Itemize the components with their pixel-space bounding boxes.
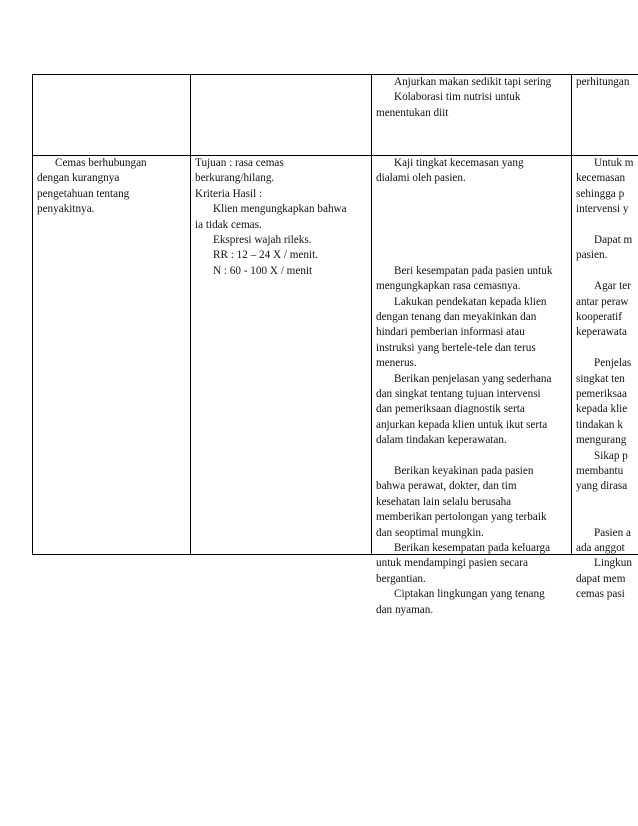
text-line: kepada klie xyxy=(576,403,628,416)
text-line: Beri kesempatan pada pasien untuk xyxy=(394,264,553,277)
nursing-care-table xyxy=(32,74,638,616)
text-line: mengurang xyxy=(576,434,627,447)
text-line: Untuk m xyxy=(594,157,634,169)
goal-criteria-cell xyxy=(195,156,375,279)
table-row-1 xyxy=(32,74,638,156)
text-line: membantu xyxy=(576,465,624,478)
text-line: pengetahuan tentang xyxy=(37,187,130,200)
text-line: Lakukan pendekatan kepada klien xyxy=(394,295,547,308)
column-divider xyxy=(571,156,572,554)
text-line: Ekspresi wajah rileks. xyxy=(213,234,312,247)
text-line: ia tidak cemas. xyxy=(195,218,262,231)
text-line: dialami oleh pasien. xyxy=(376,172,466,185)
column-divider xyxy=(371,75,372,155)
text-line: antar peraw xyxy=(576,295,629,308)
text-line: bahwa perawat, dokter, dan tim xyxy=(376,480,517,493)
text-line: menerus. xyxy=(376,357,417,370)
text-line: penyakitnya. xyxy=(37,203,95,216)
text-line: pasien. xyxy=(576,249,608,262)
diagnosis-cell xyxy=(37,156,187,218)
text-line: dan pemeriksaan diagnostik serta xyxy=(376,403,525,416)
text-line: kecemasan xyxy=(576,172,626,185)
text-line: Klien mengungkapkan bahwa xyxy=(213,203,347,216)
text-line: mengungkapkan rasa cemasnya. xyxy=(376,280,521,293)
text-line: hindari pemberian informasi atau xyxy=(376,326,525,339)
table-row-2 xyxy=(32,156,638,616)
text-line: sehingga p xyxy=(576,187,625,200)
text-line: dan seoptimal mungkin. xyxy=(376,526,484,539)
text-line: Kaji tingkat kecemasan yang xyxy=(394,157,524,169)
text-line: dengan tenang dan meyakinkan dan xyxy=(376,310,537,323)
text-line: Dapat m xyxy=(594,234,633,247)
text-line: pemeriksaa xyxy=(576,388,627,401)
text-line: cemas pasi xyxy=(576,588,625,601)
text-line: Berikan kesempatan pada keluarga xyxy=(394,542,551,555)
column-divider xyxy=(190,75,191,155)
text-line: Tujuan : rasa cemas xyxy=(195,157,284,169)
text-line: Agar ter xyxy=(594,280,631,293)
text-line: dengan kurangnya xyxy=(37,172,120,185)
text-line: intervensi y xyxy=(576,203,629,216)
text-line: Kriteria Hasil : xyxy=(195,187,263,200)
text-line: keperawata xyxy=(576,326,627,339)
text-line: dalam tindakan keperawatan. xyxy=(376,434,507,447)
text-line: dapat mem xyxy=(576,572,626,585)
text-line: Lingkun xyxy=(594,557,632,570)
text-line: memberikan pertolongan yang terbaik xyxy=(376,511,547,524)
text-line: bergantian. xyxy=(376,572,426,585)
row1-rationale-cell xyxy=(576,75,638,90)
text-line: yang dirasa xyxy=(576,480,628,493)
text-line: Penjelas xyxy=(594,357,632,370)
text-line: dan nyaman. xyxy=(376,603,434,616)
text-line: Sikap p xyxy=(594,449,628,462)
row1-intervention-cell xyxy=(376,75,568,121)
text-line: kooperatif xyxy=(576,311,622,324)
text-line: singkat ten xyxy=(576,372,625,385)
text-line: dan singkat tentang tujuan intervensi xyxy=(376,388,541,401)
text-line: Berikan penjelasan yang sederhana xyxy=(394,372,552,385)
text-line: Anjurkan makan sedikit tapi sering xyxy=(394,76,552,88)
text-line: Berikan keyakinan pada pasien xyxy=(394,465,534,478)
text-line: menentukan diit xyxy=(376,106,449,119)
rationale-cell xyxy=(576,156,638,603)
text-line: berkurang/hilang. xyxy=(195,172,275,185)
text-line: Cemas berhubungan xyxy=(55,157,147,169)
text-line: tindakan k xyxy=(576,418,623,431)
column-divider xyxy=(190,156,191,554)
text-line: anjurkan kepada klien untuk ikut serta xyxy=(376,418,548,431)
text-line: Kolaborasi tim nutrisi untuk xyxy=(394,91,521,104)
column-divider xyxy=(571,75,572,155)
text-line: Ciptakan lingkungan yang tenang xyxy=(394,588,545,601)
text-line: perhitungan xyxy=(576,76,630,88)
text-line: kesehatan lain selalu berusaha xyxy=(376,495,512,508)
text-line: ada anggot xyxy=(576,542,625,555)
text-line: RR : 12 – 24 X / menit. xyxy=(213,249,319,262)
text-line: Pasien a xyxy=(594,526,631,539)
text-line: instruksi yang bertele-tele dan terus xyxy=(376,341,536,354)
intervention-cell xyxy=(376,156,568,618)
text-line: N : 60 - 100 X / menit xyxy=(213,264,313,277)
text-line: untuk mendampingi pasien secara xyxy=(376,557,528,570)
